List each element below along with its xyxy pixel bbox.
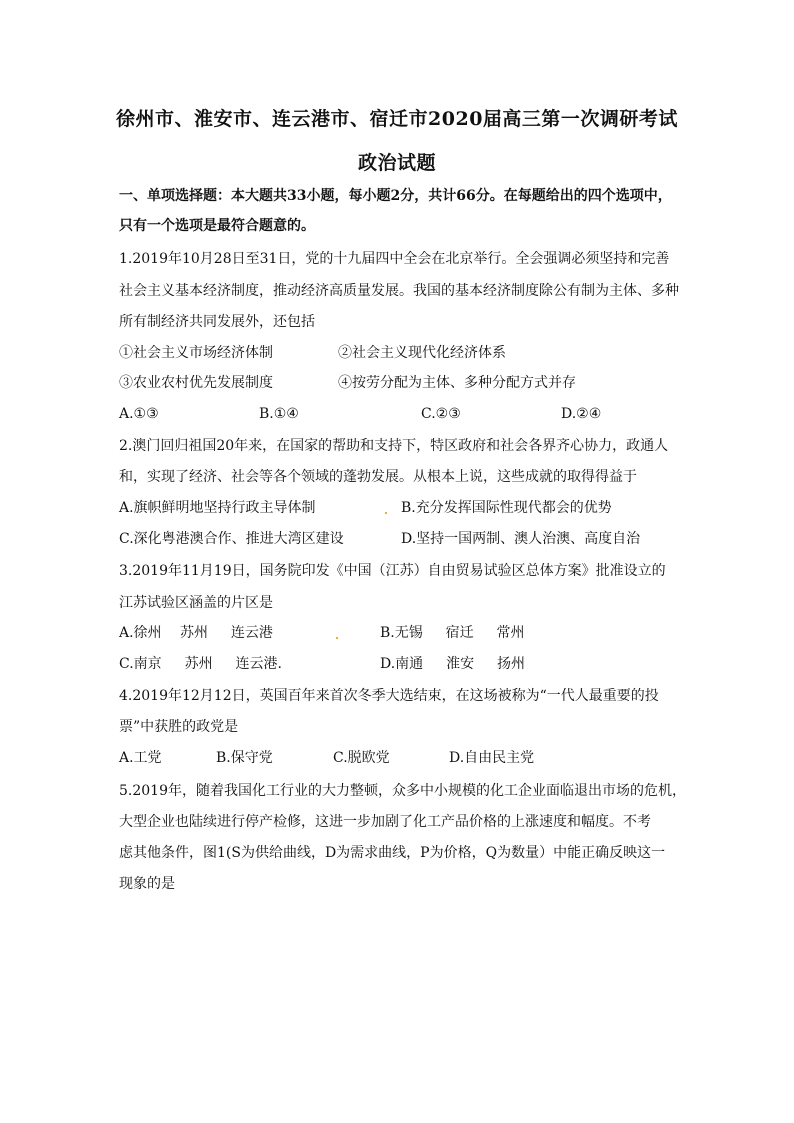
q3-stem-line-2: 江苏试验区涵盖的片区是 — [119, 595, 273, 611]
q3-option-d: D.南通 淮安 扬州 — [380, 656, 525, 672]
q2-option-d: D.坚持一国两制、澳人治澳、高度自治 — [401, 531, 641, 547]
q5-stem-line-1: 5.2019年，随着我国化工行业的大力整顿，众多中小规模的化工企业面临退出市场的危机， — [119, 783, 686, 799]
q3-option-a: A.徐州 苏州 连云港 — [119, 625, 273, 641]
q1-item-3: ③农业农村优先发展制度 — [119, 375, 273, 391]
subject-title: 政治试题 — [357, 152, 436, 174]
section-heading: 一、单项选择题：本大题共33小题，每小题2分，共计66分。在每题给出的四个选项中， — [119, 188, 672, 204]
q4-option-b: B.保守党 — [216, 750, 273, 766]
q2-stem-line-1: 2.澳门回归祖国20年来，在国家的帮助和支持下，特区政府和社会各界齐心协力，政通人 — [119, 438, 669, 454]
q1-option-c: C.②③ — [421, 406, 461, 422]
q3-stem-line-1: 3.2019年11月19日，国务院印发《中国（江苏）自由贸易试验区总体方案》批准设立的 — [119, 563, 666, 579]
q3-option-b: B.无锡 宿迁 常州 — [380, 625, 525, 641]
stray-dot — [336, 637, 338, 639]
q4-option-d: D.自由民主党 — [449, 750, 535, 766]
q5-stem-line-3: 虑其他条件，图1(S为供给曲线，D为需求曲线，P为价格，Q为数量）中能正确反映这一 — [119, 845, 666, 861]
q4-stem-line-2: 票”中获胜的政党是 — [119, 719, 239, 735]
q1-option-b: B.①④ — [259, 406, 299, 422]
q1-item-1: ①社会主义市场经济体制 — [119, 345, 273, 361]
q1-option-d: D.②④ — [561, 406, 602, 422]
section-heading-cont: 只有一个选项是最符合题意的。 — [119, 218, 315, 234]
q2-stem-line-2: 和，实现了经济、社会等各个领域的蓬勃发展。从根本上说，这些成就的取得得益于 — [119, 469, 637, 485]
q1-option-a: A.①③ — [119, 406, 159, 422]
q4-stem-line-1: 4.2019年12月12日，英国百年来首次冬季大选结束，在这场被称为“一代人最重要的投 — [119, 688, 659, 704]
stray-dot — [385, 512, 387, 514]
q5-stem-line-2: 大型企业也陆续进行停产检修，这进一步加剧了化工产品价格的上涨速度和幅度。不考 — [119, 814, 651, 830]
q1-stem-line-2: 社会主义基本经济制度，推动经济高质量发展。我国的基本经济制度除公有制为主体、多种 — [119, 283, 679, 299]
q2-option-c: C.深化粤港澳合作、推进大湾区建设 — [119, 531, 344, 547]
q1-item-4: ④按劳分配为主体、多种分配方式并存 — [338, 375, 576, 391]
exam-title: 徐州市、淮安市、连云港市、宿迁市2020届高三第一次调研考试 — [116, 108, 678, 130]
q2-option-b: B.充分发挥国际性现代都会的优势 — [401, 500, 612, 516]
q2-option-a: A.旗帜鲜明地坚持行政主导体制 — [119, 500, 316, 516]
q4-option-a: A.工党 — [119, 750, 162, 766]
q3-option-c: C.南京 苏州 连云港. — [119, 656, 282, 672]
q1-stem-line-1: 1.2019年10月28日至31日，党的十九届四中全会在北京举行。全会强调必须坚持和完善 — [119, 251, 670, 267]
q1-stem-line-3: 所有制经济共同发展外，还包括 — [119, 314, 315, 330]
q5-stem-line-4: 现象的是 — [119, 876, 175, 892]
q1-item-2: ②社会主义现代化经济体系 — [338, 345, 506, 361]
q4-option-c: C.脱欧党 — [333, 750, 390, 766]
